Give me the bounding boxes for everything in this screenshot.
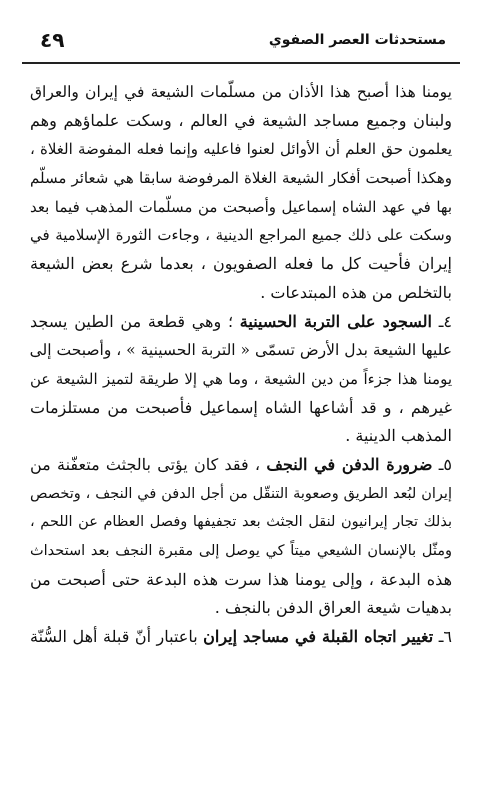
text-line: إيران لبُعد الطريق وصعوبة التنقّل من أجل الدفن في النجف ، وتخصص (30, 485, 452, 502)
text-line: بالتخلص من هذه المبتدعات . (260, 282, 452, 302)
item-6-line: ٦ـ تغيير اتجاه القبلة في مساجد إيران باعتبار أنّ قبلة أهل السُّنّة (30, 627, 452, 647)
item-4-line: ٤ـ السجود على التربة الحسينية ؛ وهي قطعة من الطين يسجد (30, 311, 453, 331)
running-title: مستحدثات العصر الصفوي (268, 32, 446, 48)
page-header (22, 28, 460, 58)
text-line: هذه البدعة ، وإلى يومنا هذا سرت هذه البدعة حتى أصبحت من (30, 569, 453, 589)
text-line: إيران فأحيت كل ما فعله الصفويون ، بعدما شرع بعض الشيعة (30, 254, 452, 274)
text-line: يعلمون حق العلم أن الأوائل لعنوا فاعليه وإنما فعله المفوضة الغلاة ، (30, 140, 452, 159)
text-line: ولبنان وجميع مساجد الشيعة في العالم ، وسكت علماؤهم وهم (30, 110, 452, 130)
item-6-heading: تغيير اتجاه القبلة في مساجد إيران (203, 627, 434, 647)
item-5-line: ٥ـ ضرورة الدفن في النجف ، فقد كان يؤتى بالجثث متعفّنة من (30, 454, 453, 474)
text-line: وهكذا أصبحت أفكار الشيعة الغلاة المرفوضة سابقا هي شعائر مسلّم (30, 169, 452, 188)
text-line: بدهيات شيعة العراق الدفن بالنجف . (214, 598, 452, 618)
text-line: غيرهم ، و قد أشاعها الشاه إسماعيل فأصبحت من مستلزمات (30, 397, 452, 417)
text-line: يومنا هذا جزءاً من دين الشيعة ، وما هي إلا طريقة لتميز الشيعة عن (30, 369, 452, 388)
text-line: المذهب الدينية . (345, 426, 452, 446)
text-line: عليها الشيعة بدل الأرض تسمّى « التربة الحسينية » ، وأصبحت إلى (29, 341, 452, 360)
text-line: ومثّل بالإنسان الشيعي ميتاً كي يوصل إلى مقبرة النجف بعد استحداث (30, 543, 452, 559)
body-text (30, 78, 452, 652)
item-5-heading: ضرورة الدفن في النجف (266, 454, 433, 474)
text-line: وسكت على ذلك جميع المراجع الدينية ، وجاءت الثورة الإسلامية في (30, 226, 452, 245)
item-4-heading: السجود على التربة الحسينية (239, 311, 432, 331)
header-divider (22, 62, 460, 64)
text-line: بها في عهد الشاه إسماعيل وأصبحت من مسلّمات المذهب فيما بعد (30, 197, 452, 216)
text-line: يومنا هذا أصبح هذا الأذان من مسلّمات الشيعة في إيران والعراق (30, 83, 452, 101)
page-number: ٤٩ (40, 28, 65, 52)
text-line: بذلك تجار إيرانيون لنقل الجثث بعد تجفيفها وفصل العظام عن اللحم ، (30, 514, 452, 531)
